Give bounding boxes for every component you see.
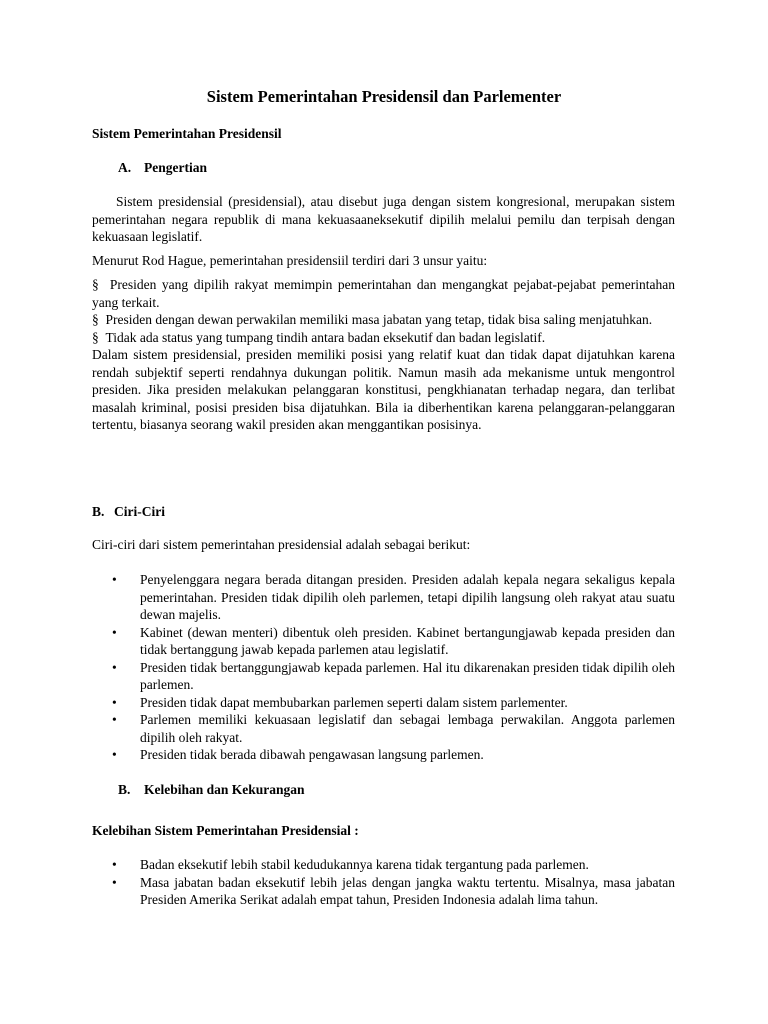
section-letter: B. — [92, 504, 105, 519]
bullet-icon: • — [112, 857, 117, 872]
unsur-item: § Presiden yang dipilih rakyat memimpin pemerintahan dan mengangkat pejabat-pejabat pemerintahan yang terkait. — [92, 277, 675, 310]
posisi-paragraph: Dalam sistem presidensial, presiden memiliki posisi yang relatif kuat dan tidak dapat dijatuhkan karena rendah subjektif seperti rendahnya dukungan politik. Namun masih ada mekanisme untuk mengontrol presiden. Jika presiden melakukan pelanggaran konstitusi, pengkhianatan terhadap negara, dan terlibat masalah kriminal, posisi presiden bisa dijatuhkan. Bila ia diberhentikan karena pelanggaran-pelanggaran tertentu, biasanya seorang wakil presiden akan menggantikan posisinya. — [92, 347, 675, 432]
list-item: • Presiden tidak berada dibawah pengawasan langsung parlemen. — [112, 747, 484, 762]
section-title: Pengertian — [144, 160, 207, 175]
list-item: • Badan eksekutif lebih stabil kedudukannya karena tidak tergantung pada parlemen. — [112, 857, 589, 872]
list-item: • Presiden tidak bertanggungjawab kepada parlemen. Hal itu dikarenakan presiden tidak dipilih oleh parlemen. — [112, 659, 675, 692]
section-symbol: § — [92, 277, 99, 292]
list-item: • Penyelenggara negara berada ditangan presiden. Presiden adalah kepala negara sekaligus kepala pemerintahan. Presiden tidak dipilih oleh parlemen, tetapi dipilih langsung oleh rakyat atau suatu dewan majelis. — [112, 572, 675, 622]
bullet-icon: • — [112, 572, 117, 587]
section-title: Kelebihan dan Kekurangan — [144, 782, 305, 797]
section-a-heading — [118, 159, 207, 177]
list-item: • Masa jabatan badan eksekutif lebih jelas dengan jangka waktu tertentu. Misalnya, masa jabatan Presiden Amerika Serikat adalah empat tahun, Presiden Indonesia adalah lima tahun. — [112, 874, 675, 907]
section-b2-heading — [118, 781, 305, 799]
bullet-icon: • — [112, 624, 117, 640]
bullet-icon: • — [112, 874, 117, 890]
kelebihan-list — [112, 856, 675, 909]
bullet-icon: • — [112, 712, 117, 727]
unsur-list — [92, 276, 675, 434]
section-symbol: § — [92, 329, 99, 345]
section-b-heading — [92, 503, 165, 521]
document-title: Sistem Pemerintahan Presidensil dan Parlementer — [206, 87, 562, 106]
list-item: • Presiden tidak dapat membubarkan parlemen seperti dalam sistem parlementer. — [112, 694, 568, 710]
ciri-intro: Ciri-ciri dari sistem pemerintahan presidensial adalah sebagai berikut: — [92, 537, 471, 552]
section-symbol: § — [92, 312, 99, 327]
kelebihan-heading: Kelebihan Sistem Pemerintahan Presidensial : — [92, 823, 359, 838]
list-item: • Parlemen memiliki kekuasaan legislatif dan sebagai lembaga perwakilan. Anggota parlemen dipilih oleh rakyat. — [112, 712, 675, 745]
section-letter: B. — [118, 782, 131, 797]
ciri-list — [112, 571, 675, 764]
bullet-icon: • — [112, 694, 117, 710]
rod-hague-intro: Menurut Rod Hague, pemerintahan presidensiil terdiri dari 3 unsur yaitu: — [92, 253, 488, 268]
section-letter: A. — [118, 160, 132, 175]
bullet-icon: • — [112, 659, 117, 675]
subtitle: Sistem Pemerintahan Presidensil — [92, 126, 282, 141]
unsur-item: § Presiden dengan dewan perwakilan memiliki masa jabatan yang tetap, tidak bisa saling menjatuhkan. — [92, 312, 653, 327]
section-title: Ciri-Ciri — [114, 504, 165, 519]
pengertian-paragraph: Sistem presidensial (presidensial), atau disebut juga dengan sistem kongresional, merupakan sistem pemerintahan negara republik di mana kekuasaaneksekutif dipilih melalui pemilu dan terpisah dengan kekuasaan legislatif. — [92, 194, 675, 244]
list-item: • Kabinet (dewan menteri) dibentuk oleh presiden. Kabinet bertangungjawab kepada presiden dan tidak bertanggung jawab kepada parlemen atau legislatif. — [112, 624, 675, 657]
bullet-icon: • — [112, 747, 117, 762]
unsur-item: § Tidak ada status yang tumpang tindih antara badan eksekutif dan badan legislatif. — [92, 329, 546, 345]
